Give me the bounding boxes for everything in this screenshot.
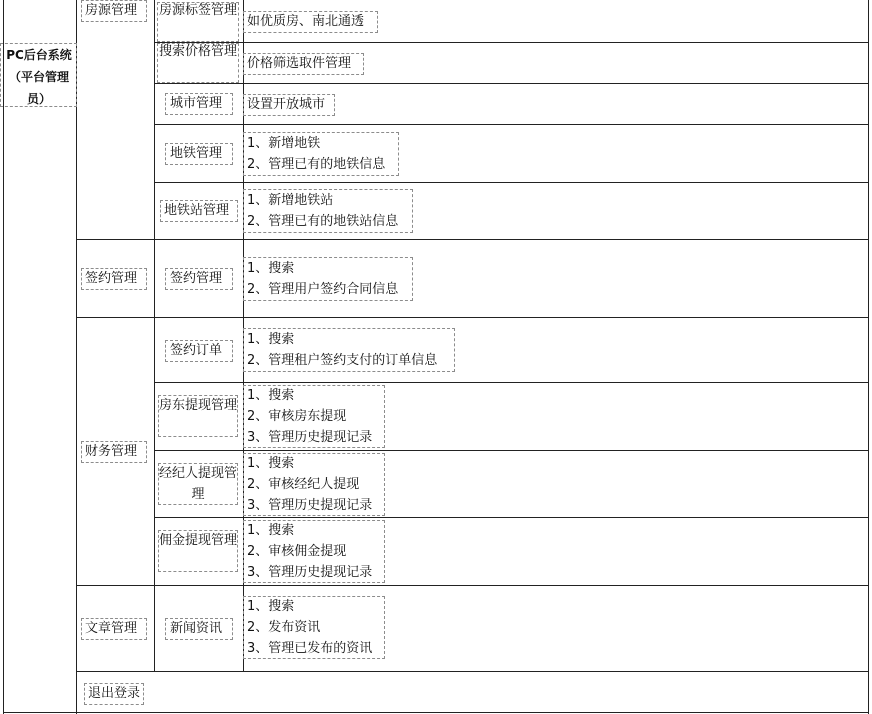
system-label: PC后台系统（平台管理员） [6, 48, 72, 106]
row-divider [154, 450, 869, 451]
desc-line: 2、管理已有的地铁信息 [247, 157, 386, 172]
row-divider [154, 382, 869, 383]
desc-line: 设置开放城市 [247, 97, 326, 112]
item-qianyue-dingdan[interactable]: 签约订单 [170, 343, 223, 358]
section-fangyuan[interactable]: 房源管理 [85, 3, 138, 18]
table-divider-col1 [76, 0, 77, 714]
item-xinwen[interactable]: 新闻资讯 [170, 621, 223, 636]
desc-line: 2、审核房东提现 [247, 409, 347, 424]
section-caiwu[interactable]: 财务管理 [85, 444, 138, 459]
desc-line: 1、搜索 [247, 599, 295, 614]
section-qianyue[interactable]: 签约管理 [85, 271, 138, 286]
desc-line: 1、搜索 [247, 388, 295, 403]
desc-line: 2、发布资讯 [247, 620, 321, 635]
desc-line: 3、管理历史提现记录 [247, 565, 373, 580]
desc-line: 2、管理租户签约支付的订单信息 [247, 353, 438, 368]
desc-line: 1、搜索 [247, 523, 295, 538]
item-fangyuan-biaoqian[interactable]: 房源标签管理 [158, 3, 237, 18]
desc-line: 1、搜索 [247, 332, 295, 347]
desc-line: 价格筛选取件管理 [247, 56, 352, 71]
item-yongjin-tixian[interactable]: 佣金提现管理 [158, 533, 237, 548]
table-divider-col2 [154, 0, 155, 672]
item-jingjiren-tixian[interactable]: 经纪人提现管理 [158, 466, 237, 502]
row-divider [76, 317, 869, 318]
desc-line: 2、审核佣金提现 [247, 544, 347, 559]
desc-line: 3、管理历史提现记录 [247, 498, 373, 513]
row-divider [154, 124, 869, 125]
desc-line: 2、管理用户签约合同信息 [247, 282, 399, 297]
desc-line: 2、审核经纪人提现 [247, 477, 360, 492]
table-border-right [868, 0, 869, 714]
table-border-bottom [3, 712, 869, 713]
item-chengshi[interactable]: 城市管理 [170, 96, 223, 111]
section-logout[interactable]: 退出登录 [88, 686, 141, 701]
row-divider [243, 42, 869, 43]
item-ditiezhan[interactable]: 地铁站管理 [164, 203, 230, 218]
item-qianyue[interactable]: 签约管理 [170, 271, 223, 286]
row-divider [154, 83, 869, 84]
desc-line: 1、新增地铁站 [247, 193, 334, 208]
row-divider [76, 585, 869, 586]
desc-line: 3、管理已发布的资讯 [247, 641, 373, 656]
section-wenzhang[interactable]: 文章管理 [85, 621, 138, 636]
desc-line: 如优质房、南北通透 [247, 14, 365, 29]
item-fangdong-tixian[interactable]: 房东提现管理 [158, 398, 237, 413]
item-ditie[interactable]: 地铁管理 [170, 146, 223, 161]
row-divider [76, 671, 869, 672]
item-sousuo-jiage[interactable]: 搜索价格管理 [158, 44, 237, 59]
desc-line: 1、搜索 [247, 456, 295, 471]
desc-line: 1、新增地铁 [247, 136, 321, 151]
row-divider [154, 517, 869, 518]
desc-line: 3、管理历史提现记录 [247, 430, 373, 445]
desc-line: 2、管理已有的地铁站信息 [247, 214, 399, 229]
desc-line: 1、搜索 [247, 261, 295, 276]
row-divider [76, 239, 869, 240]
row-divider [154, 182, 869, 183]
